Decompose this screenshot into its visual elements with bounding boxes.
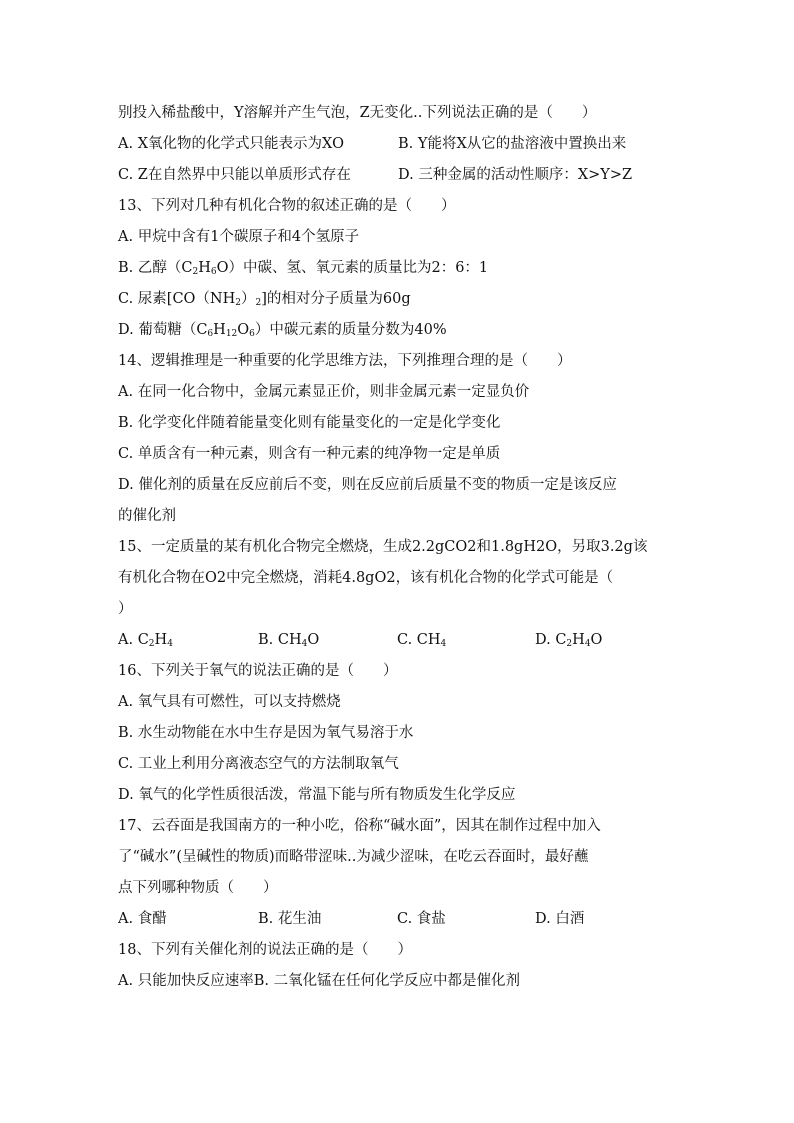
- text-line: 15、一定质量的某有机化合物完全燃烧，生成2.2gCO2和1.8gH2O，另取3.2g该: [118, 539, 648, 555]
- text-line: 17、云吞面是我国南方的一种小吃，俗称“碱水面”，因其在制作过程中加入: [118, 818, 601, 834]
- subscript: 4: [584, 639, 591, 649]
- text-line: 点下列哪种物质（ ）: [118, 880, 278, 896]
- text-fragment: O）中碳、氢、氧元素的质量比为2：6：1: [216, 260, 489, 276]
- text-fragment: C. CH: [397, 632, 441, 648]
- option-a: A. 食醋: [118, 911, 167, 927]
- text-line: 14、逻辑推理是一种重要的化学思维方法，下列推理合理的是（ ）: [118, 353, 572, 369]
- option-row: [118, 129, 678, 160]
- text-line: 别投入稀盐酸中，Y溶解并产生气泡，Z无变化..下列说法正确的是（ ）: [118, 105, 597, 121]
- text-line: A. 只能加快反应速率B. 二氧化锰在任何化学反应中都是催化剂: [118, 973, 521, 989]
- text-line: C. 工业上利用分离液态空气的方法制取氧气: [118, 756, 399, 772]
- question-content: [118, 98, 678, 997]
- text-line: 16、下列关于氧气的说法正确的是（ ）: [118, 663, 398, 679]
- formula-line: [118, 253, 678, 284]
- text-line: 13、下列对几种有机化合物的叙述正确的是（ ）: [118, 198, 456, 214]
- text-fragment: A. C: [118, 632, 149, 648]
- text-line: A. 氧气具有可燃性，可以支持燃烧: [118, 694, 341, 710]
- subscript: 4: [301, 639, 308, 649]
- option-row: [118, 625, 678, 656]
- text-fragment: H: [572, 632, 585, 648]
- option-a: [118, 625, 258, 656]
- option-d: D. 白酒: [535, 911, 585, 927]
- text-line: A. 甲烷中含有1个碳原子和4个氢原子: [118, 229, 360, 245]
- text-fragment: O: [590, 632, 603, 648]
- text-line: 了“碱水”(呈碱性的物质)而略带涩味..为减少涩味，在吃云吞面时，最好蘸: [118, 849, 589, 865]
- subscript: 2: [235, 298, 242, 308]
- text-line: D. 催化剂的质量在反应前后不变，则在反应前后质量不变的物质一定是该反应: [118, 477, 617, 493]
- text-line: 有机化合物在O2中完全燃烧，消耗4.8gO2，该有机化合物的化学式可能是（: [118, 570, 614, 586]
- option-c: [397, 625, 535, 656]
- subscript: 4: [440, 639, 447, 649]
- text-fragment: H: [198, 260, 211, 276]
- text-line: D. 氧气的化学性质很活泼，常温下能与所有物质发生化学反应: [118, 787, 516, 803]
- text-fragment: C. 尿素[CO（NH: [118, 291, 236, 307]
- option-row: [118, 904, 678, 935]
- option-b: B. 花生油: [258, 911, 322, 927]
- option-b: B. Y能将X从它的盐溶液中置换出来: [398, 136, 627, 152]
- subscript: 2: [192, 267, 199, 277]
- subscript: 2: [148, 639, 155, 649]
- text-fragment: D. C: [535, 632, 567, 648]
- text-fragment: ]的相对分子质量为60g: [261, 291, 411, 307]
- subscript: 6: [249, 329, 255, 339]
- text-fragment: B. CH: [258, 632, 302, 648]
- subscript: 4: [167, 639, 173, 649]
- text-fragment: O: [237, 322, 250, 338]
- text-line: B. 水生动物能在水中生存是因为氧气易溶于水: [118, 725, 414, 741]
- option-d: [535, 625, 602, 656]
- option-b: [258, 625, 397, 656]
- subscript: 6: [210, 267, 217, 277]
- text-line: ）: [118, 601, 133, 617]
- subscript: 2: [255, 298, 262, 308]
- formula-line: [118, 284, 678, 315]
- text-line: A. 在同一化合物中，金属元素显正价，则非金属元素一定显负价: [118, 384, 530, 400]
- subscript: 12: [225, 329, 238, 339]
- subscript: 2: [566, 639, 573, 649]
- text-fragment: B. 乙醇（C: [118, 260, 193, 276]
- text-fragment: ）: [241, 291, 256, 307]
- text-line: 18、下列有关催化剂的说法正确的是（ ）: [118, 942, 412, 958]
- text-fragment: H: [213, 322, 226, 338]
- option-a: A. X氧化物的化学式只能表示为XO: [118, 136, 344, 152]
- formula-line: [118, 315, 678, 346]
- text-fragment: O: [307, 632, 320, 648]
- option-a: C. Z在自然界中只能以单质形式存在: [118, 167, 351, 183]
- text-line: B. 化学变化伴随着能量变化则有能量变化的一定是化学变化: [118, 415, 501, 431]
- text-fragment: ）中碳元素的质量分数为40%: [254, 322, 447, 338]
- text-line: 的催化剂: [118, 508, 176, 524]
- option-b: D. 三种金属的活动性顺序：X>Y>Z: [398, 167, 633, 183]
- text-fragment: D. 葡萄糖（C: [118, 322, 208, 338]
- subscript: 6: [207, 329, 214, 339]
- option-row: [118, 160, 678, 191]
- text-line: C. 单质含有一种元素，则含有一种元素的纯净物一定是单质: [118, 446, 501, 462]
- text-fragment: H: [154, 632, 168, 648]
- option-c: C. 食盐: [397, 911, 446, 927]
